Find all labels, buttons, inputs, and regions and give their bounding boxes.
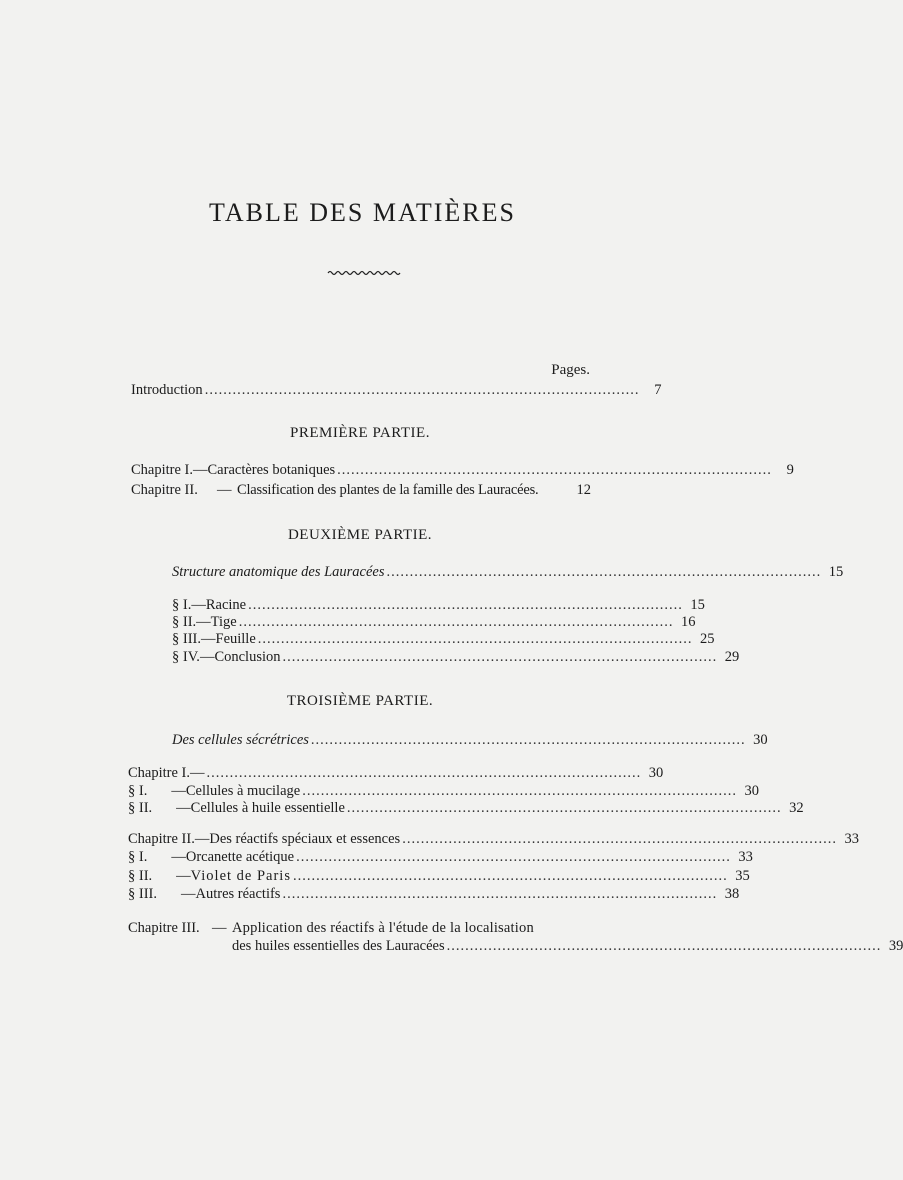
entry-label: Introduction (131, 382, 203, 398)
leader-dots: .............................................................................................. (296, 849, 731, 865)
dash: — (217, 482, 232, 498)
toc-entry[interactable] (131, 460, 794, 480)
entry-label: Racine (205, 597, 247, 613)
entry-label: Classification des plantes de la famille des Lauracées. (237, 482, 539, 498)
entry-page: 7 (654, 382, 662, 398)
entry-page: 30 (648, 765, 664, 781)
dash: — (171, 783, 186, 799)
dash: — (212, 920, 227, 936)
toc-entry-subtitle[interactable] (172, 562, 844, 582)
part-heading-3: TROISIÈME PARTIE. (286, 693, 434, 709)
part-heading-1: PREMIÈRE PARTIE. (290, 425, 430, 441)
leader-dots: .............................................................................................. (346, 800, 782, 816)
entry-page: 32 (789, 800, 804, 816)
part-heading-2: DEUXIÈME PARTIE. (287, 527, 433, 543)
chapter-label: Chapitre I. (128, 765, 191, 781)
entry-page: 30 (744, 783, 759, 799)
entry-label: Des cellules sécrétrices (172, 732, 309, 748)
dash: — (196, 614, 211, 630)
entry-label: Orcanette acétique (185, 849, 295, 865)
entry-page: 29 (724, 649, 740, 665)
entry-label: Cellules à mucilage (185, 783, 301, 799)
entry-label: Tige (210, 614, 237, 630)
dash: — (190, 765, 205, 781)
dash: — (176, 868, 191, 884)
chapter-label: Chapitre II. (131, 482, 198, 498)
entry-page: 9 (786, 462, 794, 478)
toc-entry[interactable] (128, 763, 664, 783)
section-label: § III. (128, 886, 157, 902)
dash: — (201, 631, 216, 647)
chapter-label: Chapitre III. (128, 920, 200, 936)
entry-page: 25 (700, 631, 715, 647)
entry-page: 33 (844, 831, 859, 847)
leader-dots: .............................................................................................. (337, 462, 772, 478)
dash: — (199, 649, 215, 665)
dash: — (191, 597, 206, 613)
entry-page: 30 (753, 732, 768, 748)
toc-entry[interactable] (128, 884, 740, 904)
dash: — (176, 800, 191, 816)
leader-dots: .............................................................................................. (282, 886, 718, 902)
entry-label: Autres réactifs (195, 886, 281, 902)
section-label: § IV. (172, 649, 200, 665)
toc-entry[interactable] (172, 629, 715, 649)
entry-page: 38 (724, 886, 740, 902)
page-title: TABLE DES MATIÈRES (209, 198, 516, 227)
toc-entry[interactable] (128, 866, 750, 886)
entry-label-continued: des huiles essentielles des Lauracées (232, 938, 445, 954)
entry-label: Caractères botaniques (207, 462, 336, 478)
toc-entry[interactable] (128, 918, 591, 938)
title-ornament (328, 268, 402, 276)
toc-entry[interactable] (128, 847, 753, 867)
entry-page: 16 (680, 614, 696, 630)
leader-dots: .............................................................................................. (446, 938, 882, 954)
section-label: § II. (128, 800, 153, 816)
entry-page: 12 (576, 482, 591, 498)
entry-label: Des réactifs spéciaux et essences (209, 831, 401, 847)
entry-page: 39 (888, 938, 903, 954)
entry-label: Feuille (215, 631, 256, 647)
dash: — (171, 849, 186, 865)
toc-entry-introduction[interactable] (131, 380, 662, 400)
entry-page: 33 (738, 849, 753, 865)
leader-dots: .............................................................................................. (248, 597, 683, 613)
toc-entry[interactable] (128, 798, 804, 818)
toc-entry-subtitle[interactable] (172, 730, 768, 750)
section-label: § I. (128, 783, 148, 799)
leader-dots: .............................................................................................. (257, 631, 693, 647)
chapter-label: Chapitre I. (131, 462, 194, 478)
toc-entry[interactable] (131, 480, 591, 500)
leader-dots: .............................................................................................. (310, 732, 746, 748)
entry-page: 15 (828, 564, 844, 580)
leader-dots: .............................................................................................. (292, 868, 728, 884)
entry-label: Structure anatomique des Lauracées (172, 564, 385, 580)
toc-entry-continuation[interactable] (232, 936, 903, 956)
chapter-label: Chapitre II. (128, 831, 195, 847)
leader-dots: .............................................................................................. (282, 649, 718, 665)
leader-dots: .............................................................................................. (402, 831, 837, 847)
entry-page: 15 (690, 597, 705, 613)
section-label: § I. (128, 849, 148, 865)
toc-entry[interactable] (128, 829, 859, 849)
entry-label: Violet de Paris (190, 868, 291, 884)
leader-dots: .............................................................................................. (238, 614, 674, 630)
leader-dots: .............................................................................................. (204, 382, 640, 398)
dash: — (181, 886, 196, 902)
section-label: § II. (128, 868, 153, 884)
section-label: § I. (172, 597, 192, 613)
leader-dots: .............................................................................................. (206, 765, 642, 781)
entry-label: Cellules à huile essentielle (190, 800, 345, 816)
pages-column-header: Pages. (551, 362, 590, 378)
entry-label: Conclusion (214, 649, 281, 665)
section-label: § III. (172, 631, 201, 647)
entry-label: Application des réactifs à l'étude de la localisation (232, 920, 534, 936)
leader-dots: .............................................................................................. (386, 564, 822, 580)
dash: — (193, 462, 208, 478)
toc-entry[interactable] (172, 647, 740, 667)
dash: — (194, 831, 210, 847)
section-label: § II. (172, 614, 197, 630)
entry-page: 35 (735, 868, 750, 884)
leader-dots: .............................................................................................. (302, 783, 737, 799)
